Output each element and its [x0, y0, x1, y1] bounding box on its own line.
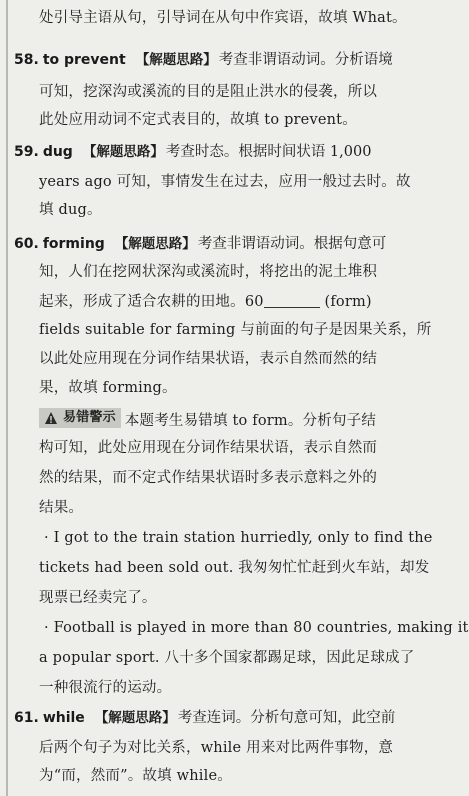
text-line: 处引导主语从句，引导词在从句中作宾语，故填 What。	[39, 10, 407, 26]
question-answer: while	[42, 710, 85, 726]
question-answer: forming	[42, 236, 105, 252]
text-line: 知，人们在挖网状深沟或溪流时，将挖出的泥土堆积	[39, 264, 378, 280]
question-61	[14, 708, 399, 728]
text-line: 果，故填 forming。	[39, 380, 177, 396]
text-segment: 起来，形成了适合农耕的田地。	[39, 294, 245, 310]
text-line: 构可知，此处应用现在分词作结果状语，表示自然而	[39, 440, 378, 456]
question-number: 60.	[14, 236, 39, 252]
text-line: 结果。	[39, 500, 84, 516]
example-line: · I got to the train station hurriedly, only to find the	[44, 530, 433, 546]
text-segment: (form)	[319, 294, 372, 310]
question-59	[14, 142, 399, 162]
margin-rule	[6, 0, 8, 796]
question-answer: dug	[42, 144, 73, 160]
solution-tag: 【解题思路】	[135, 52, 217, 68]
question-text: 考查非谓语动词。根据句意可	[197, 236, 387, 252]
solution-tag: 【解题思路】	[82, 144, 164, 160]
text-line: 可知，挖深沟或溪流的目的是阻止洪水的侵袭，所以	[39, 84, 378, 100]
text-line: 为“而，然而”。故填 while。	[39, 768, 232, 784]
example-line: a popular sport. 八十多个国家都踢足球，因此足球成了	[39, 650, 415, 666]
text-line	[39, 291, 399, 312]
text-line: fields suitable for farming 与前面的句子是因果关系，所	[39, 322, 432, 338]
warning-label: 易错警示	[63, 410, 116, 425]
question-60	[14, 234, 399, 254]
question-58	[14, 50, 399, 70]
question-text: 考查时态。根据时间状语 1,000	[165, 144, 372, 160]
text-segment: 本题考生易错填 to form。分析句子结	[124, 413, 377, 429]
text-line: 以此处应用现在分词作结果状语，表示自然而然的结	[39, 351, 378, 367]
text-line: 此处应用动词不定式表目的，故填 to prevent。	[39, 112, 357, 128]
question-answer: to prevent	[42, 52, 126, 68]
question-number: 61.	[14, 710, 39, 726]
question-text: 考查连词。分析句意可知，此空前	[177, 710, 396, 726]
question-number: 59.	[14, 144, 39, 160]
example-line: 现票已经卖完了。	[39, 590, 157, 606]
example-line: tickets had been sold out. 我匆匆忙忙赶到火车站，却发	[39, 560, 430, 576]
text-line: 后两个句子为对比关系，while 用来对比两件事物，意	[39, 740, 394, 756]
warning-icon	[44, 411, 58, 425]
text-line: 然的结果，而不定式作结果状语时多表示意料之外的	[39, 470, 378, 486]
warning-line	[39, 408, 399, 431]
warning-badge	[39, 408, 121, 428]
text-line: years ago 可知，事情发生在过去，应用一般过去时。故	[39, 174, 411, 190]
example-line: · Football is played in more than 80 countries, making it	[44, 620, 469, 636]
blank-number: 60	[244, 294, 264, 310]
solution-tag: 【解题思路】	[114, 236, 196, 252]
question-text: 考查非谓语动词。分析语境	[218, 52, 393, 68]
text-line: 填 dug。	[39, 202, 102, 218]
solution-tag: 【解题思路】	[94, 710, 176, 726]
example-line: 一种很流行的运动。	[39, 680, 172, 696]
answer-blank	[264, 293, 320, 308]
question-number: 58.	[14, 52, 39, 68]
